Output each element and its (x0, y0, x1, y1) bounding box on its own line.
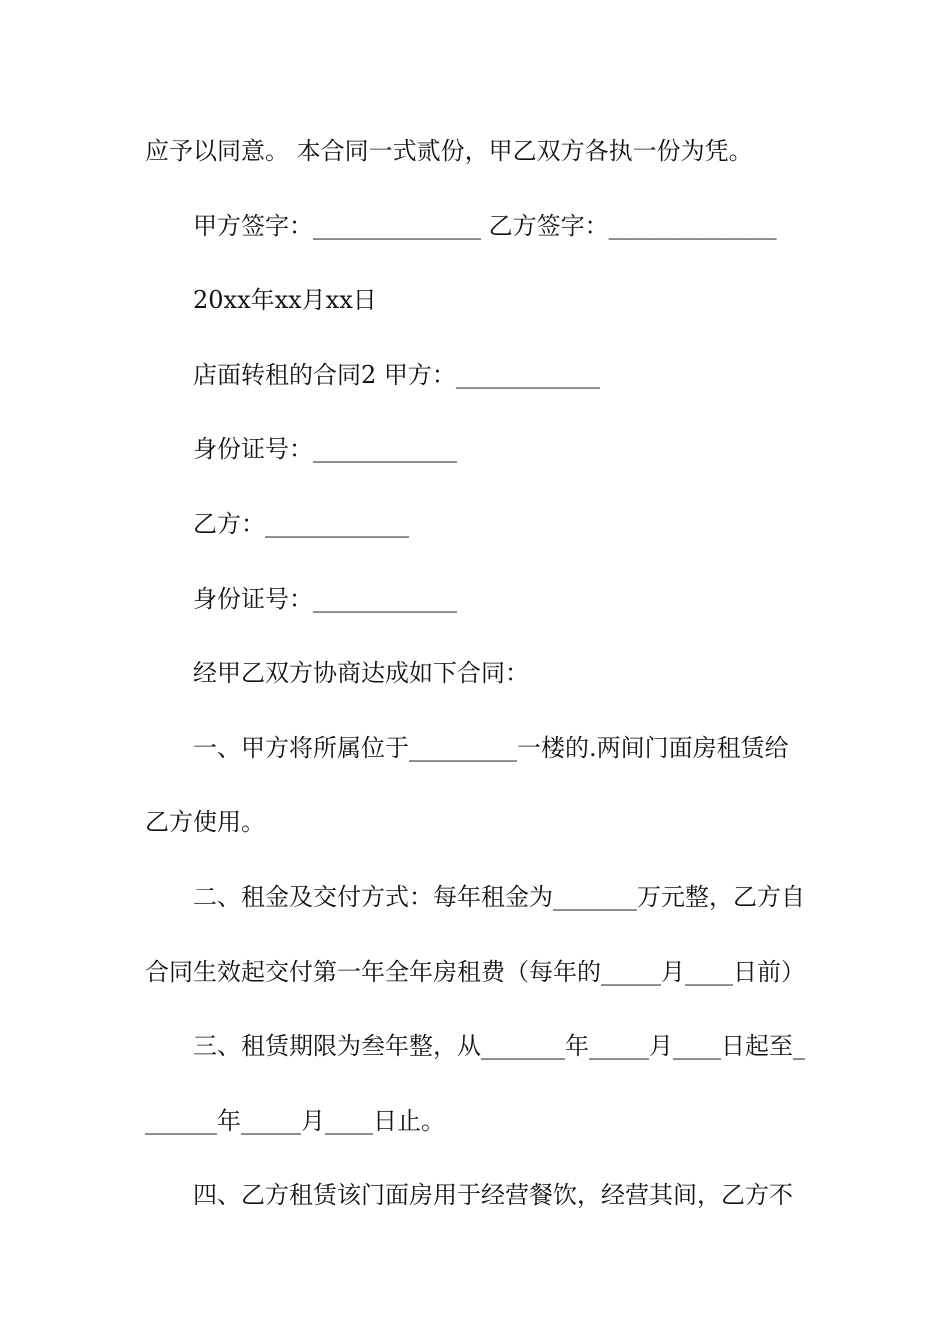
text-line-id-number-b: 身份证号：____________ (193, 585, 457, 613)
text-line-agreement-intro: 经甲乙双方协商达成如下合同： (193, 659, 529, 687)
text-line-party-b: 乙方：____________ (193, 510, 409, 538)
text-line-date: 20xx年xx月xx日 (193, 286, 377, 314)
text-line-clause-2-cont: 合同生效起交付第一年全年房租费（每年的_____月____日前） (145, 958, 805, 986)
text-line-clause-4: 四、乙方租赁该门面房用于经营餐饮，经营其间，乙方不 (193, 1181, 793, 1209)
text-line-clause-3-cont: ______年_____月____日止。 (145, 1107, 445, 1135)
text-line-clause-1: 一、甲方将所属位于_________一楼的.两间门面房租赁给 (193, 734, 789, 762)
text-line-consent: 应予以同意。 本合同一式贰份，甲乙双方各执一份为凭。 (145, 137, 753, 165)
text-line-contract-title: 店面转租的合同2 甲方：____________ (193, 361, 600, 389)
text-line-signatures: 甲方签字：______________ 乙方签字：______________ (193, 212, 777, 240)
text-line-clause-1-cont: 乙方使用。 (145, 808, 265, 836)
text-line-clause-3: 三、租赁期限为叁年整，从_______年_____月____日起至_ (193, 1032, 805, 1060)
text-line-id-number-a: 身份证号：____________ (193, 435, 457, 463)
text-line-clause-2: 二、租金及交付方式：每年租金为_______万元整，乙方自 (193, 883, 805, 911)
